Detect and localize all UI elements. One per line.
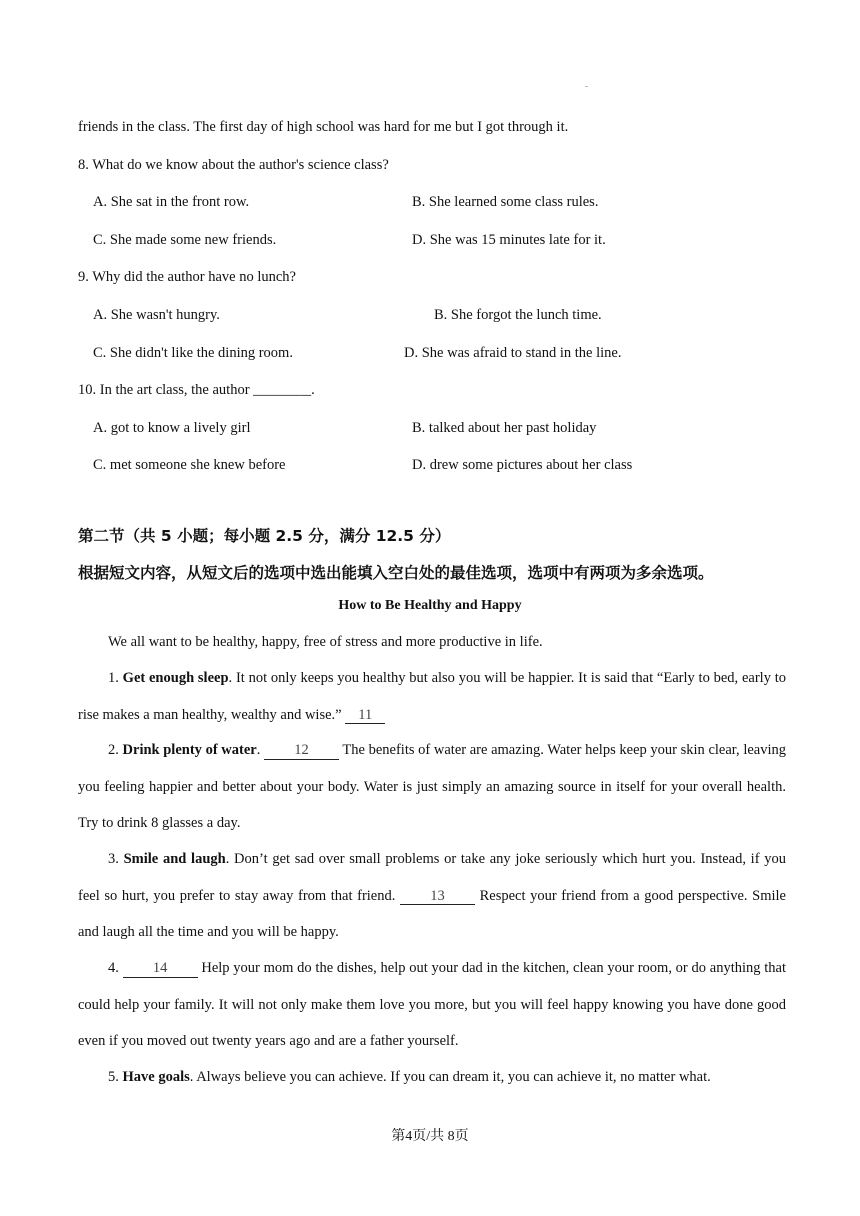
paragraph-1-number: 1. [108, 670, 123, 686]
page-footer: 第4页/共 8页 [391, 1129, 469, 1144]
passage-paragraph-2 [78, 732, 786, 842]
blank-13: 13 [400, 889, 475, 906]
paragraph-2-text-a: . [256, 742, 265, 758]
paragraph-3-text-b: Respect your friend from a good perspective. Smile and laugh all the time and you will be happy. [78, 887, 786, 940]
section-heading: 第二节（共 5 小题；每小题 2.5 分，满分 12.5 分） [78, 527, 451, 545]
paragraph-2-heading: Drink plenty of water [122, 742, 257, 758]
intro-line: friends in the class. The first day of high school was hard for me but I got through it. [78, 119, 569, 135]
question-9-option-d: D. She was afraid to stand in the line. [404, 345, 622, 361]
question-10-stem-text: 10. In the art class, the author [78, 382, 254, 398]
passage-paragraph-5 [78, 1059, 786, 1096]
question-10-stem [78, 382, 315, 399]
paragraph-1-text: . It not only keeps you healthy but also you will be happier. It is said that “Early to bed, early to rise makes a man healthy, wealthy and wise.” [78, 670, 787, 723]
paragraph-5-heading: Have goals [122, 1069, 190, 1085]
question-10-option-a: A. got to know a lively girl [93, 420, 251, 436]
passage-paragraph-intro [78, 624, 786, 661]
question-9-stem: 9. Why did the author have no lunch? [78, 269, 296, 285]
scan-mark [585, 86, 588, 87]
paragraph-3-heading: Smile and laugh [123, 851, 226, 867]
passage-paragraph-3 [78, 841, 786, 951]
question-9-option-a: A. She wasn't hungry. [93, 307, 220, 323]
question-8-option-b: B. She learned some class rules. [412, 194, 599, 210]
paragraph-2-text-b: The benefits of water are amazing. Water helps keep your skin clear, leaving you feeling happier and better about your body. Water is just simply an amazing source in itself for your overall health. Try to drink 8 glasses a day. [78, 742, 786, 831]
paragraph-4-number: 4. [108, 960, 123, 976]
question-9-option-b: B. She forgot the lunch time. [434, 307, 602, 323]
blank-12: 12 [264, 743, 339, 760]
blank-14: 14 [123, 961, 198, 978]
blank-11: 11 [345, 708, 385, 725]
paragraph-5-text: . Always believe you can achieve. If you can dream it, you can achieve it, no matter what. [189, 1069, 711, 1085]
question-8-option-a: A. She sat in the front row. [93, 194, 250, 210]
question-8-option-c: C. She made some new friends. [93, 232, 277, 248]
question-10-option-d: D. drew some pictures about her class [412, 457, 633, 473]
passage-title: How to Be Healthy and Happy [338, 598, 522, 613]
question-8-stem: 8. What do we know about the author's science class? [78, 157, 389, 173]
question-9-option-c: C. She didn't like the dining room. [93, 345, 293, 361]
paragraph-2-number: 2. [108, 742, 123, 758]
paragraph-intro-text: We all want to be healthy, happy, free of stress and more productive in life. [108, 634, 543, 650]
question-10-stem-end: . [311, 382, 315, 398]
question-10-option-c: C. met someone she knew before [93, 457, 286, 473]
paragraph-3-number: 3. [108, 851, 124, 867]
question-10-blank: ________ [253, 382, 312, 398]
section-instruction: 根据短文内容，从短文后的选项中选出能填入空白处的最佳选项，选项中有两项为多余选项。 [78, 564, 714, 582]
paragraph-3-text-a: . Don’t get sad over small problems or take any joke seriously which hurt you. Instead, if you feel so hurt, you prefer to stay away from that friend. [78, 851, 787, 904]
question-8-option-d: D. She was 15 minutes late for it. [412, 232, 606, 248]
paragraph-5-number: 5. [108, 1069, 123, 1085]
question-10-option-b: B. talked about her past holiday [412, 420, 597, 436]
passage-paragraph-1 [78, 660, 786, 733]
passage-paragraph-4 [78, 950, 786, 1060]
paragraph-1-heading: Get enough sleep [122, 670, 229, 686]
paragraph-4-text: Help your mom do the dishes, help out your dad in the kitchen, clean your room, or do anything that could help your family. It will not only make them love you more, but you will feel happy knowing you have done good even if you moved out twenty years ago and are a father yourself. [78, 960, 786, 1049]
